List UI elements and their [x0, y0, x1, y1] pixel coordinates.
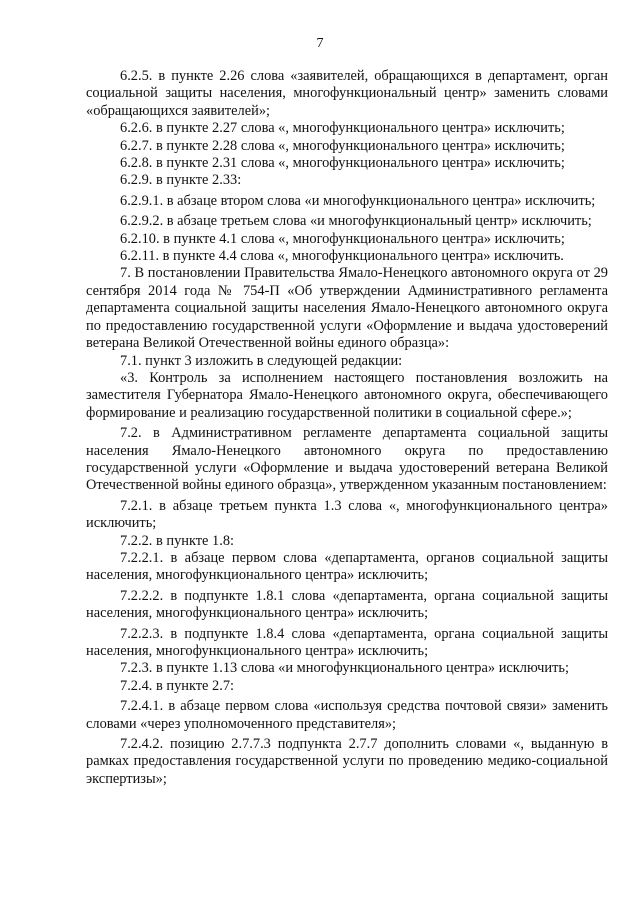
paragraph: 6.2.8. в пункте 2.31 слова «, многофункционального центра» исключить; [120, 155, 565, 172]
paragraph: 7.2.2.2. в подпункте 1.8.1 слова «департамента, органа социальной защиты населения, многофункционального центра» исключить; [86, 587, 608, 622]
paragraph: 7.2. в Административном регламенте департамента социальной защиты населения Ямало-Ненецкого автономного округа по предоставлению государственной услуги «Оформление и выдача удостоверений ветерана Великой Отечественной войны единого образца», утвержденном указанным постановлением: [86, 425, 608, 494]
paragraph: 7. В постановлении Правительства Ямало-Ненецкого автономного округа от 29 сентября 2014 года № 754-П «Об утверждении Административного регламента департамента социальной защиты населения Ямало-Ненецкого автономного округа по предоставлению государственной услуги «Оформление и выдача удостоверений ветерана Великой Отечественной войны единого образца»: [86, 265, 608, 352]
paragraph: 7.2.3. в пункте 1.13 слова «и многофункционального центра» исключить; [120, 660, 569, 677]
paragraph: 6.2.9.2. в абзаце третьем слова «и многофункциональный центр» исключить; [120, 213, 592, 230]
paragraph: 7.2.4. в пункте 2.7: [120, 677, 235, 694]
paragraph: 7.2.2. в пункте 1.8: [120, 532, 235, 549]
paragraph: 7.2.4.1. в абзаце первом слова «используя средства почтовой связи» заменить словами «через уполномоченного представителя»; [86, 698, 608, 732]
paragraph: 6.2.9.1. в абзаце втором слова «и многофункционального центра» исключить; [120, 192, 596, 209]
paragraph: 6.2.6. в пункте 2.27 слова «, многофункционального центра» исключить; [120, 120, 565, 137]
paragraph: 7.1. пункт 3 изложить в следующей редакции: [120, 352, 403, 369]
page-number: 7 [316, 36, 324, 51]
paragraph: 7.2.1. в абзаце третьем пункта 1.3 слова «, многофункционального центра» исключить; [86, 497, 608, 532]
paragraph: 6.2.5. в пункте 2.26 слова «заявителей, обращающихся в департамент, орган социальной защиты населения, многофункциональный центр» заменить словами «обращающихся заявителей»; [86, 68, 608, 119]
paragraph: 6.2.7. в пункте 2.28 слова «, многофункционального центра» исключить; [120, 137, 565, 154]
paragraph: «3. Контроль за исполнением настоящего постановления возложить на заместителя Губернатора Ямало-Ненецкого автономного округа, обеспечивающего формирование и реализацию государственной политики в социальной сфере.»; [86, 369, 608, 421]
paragraph: 6.2.11. в пункте 4.4 слова «, многофункционального центра» исключить. [120, 248, 564, 265]
paragraph: 7.2.2.1. в абзаце первом слова «департамента, органов социальной защиты населения, многофункционального центра» исключить; [86, 549, 608, 584]
paragraph: 6.2.10. в пункте 4.1 слова «, многофункционального центра» исключить; [120, 230, 565, 247]
paragraph: 7.2.2.3. в подпункте 1.8.4 слова «департамента, органа социальной защиты населения, многофункционального центра» исключить; [86, 625, 608, 659]
paragraph: 6.2.9. в пункте 2.33: [120, 172, 242, 189]
document-body [86, 68, 608, 788]
paragraph: 7.2.4.2. позицию 2.7.7.3 подпункта 2.7.7 дополнить словами «, выданную в рамках предоставления государственной услуги по проведению медико-социальной экспертизы»; [86, 736, 608, 787]
